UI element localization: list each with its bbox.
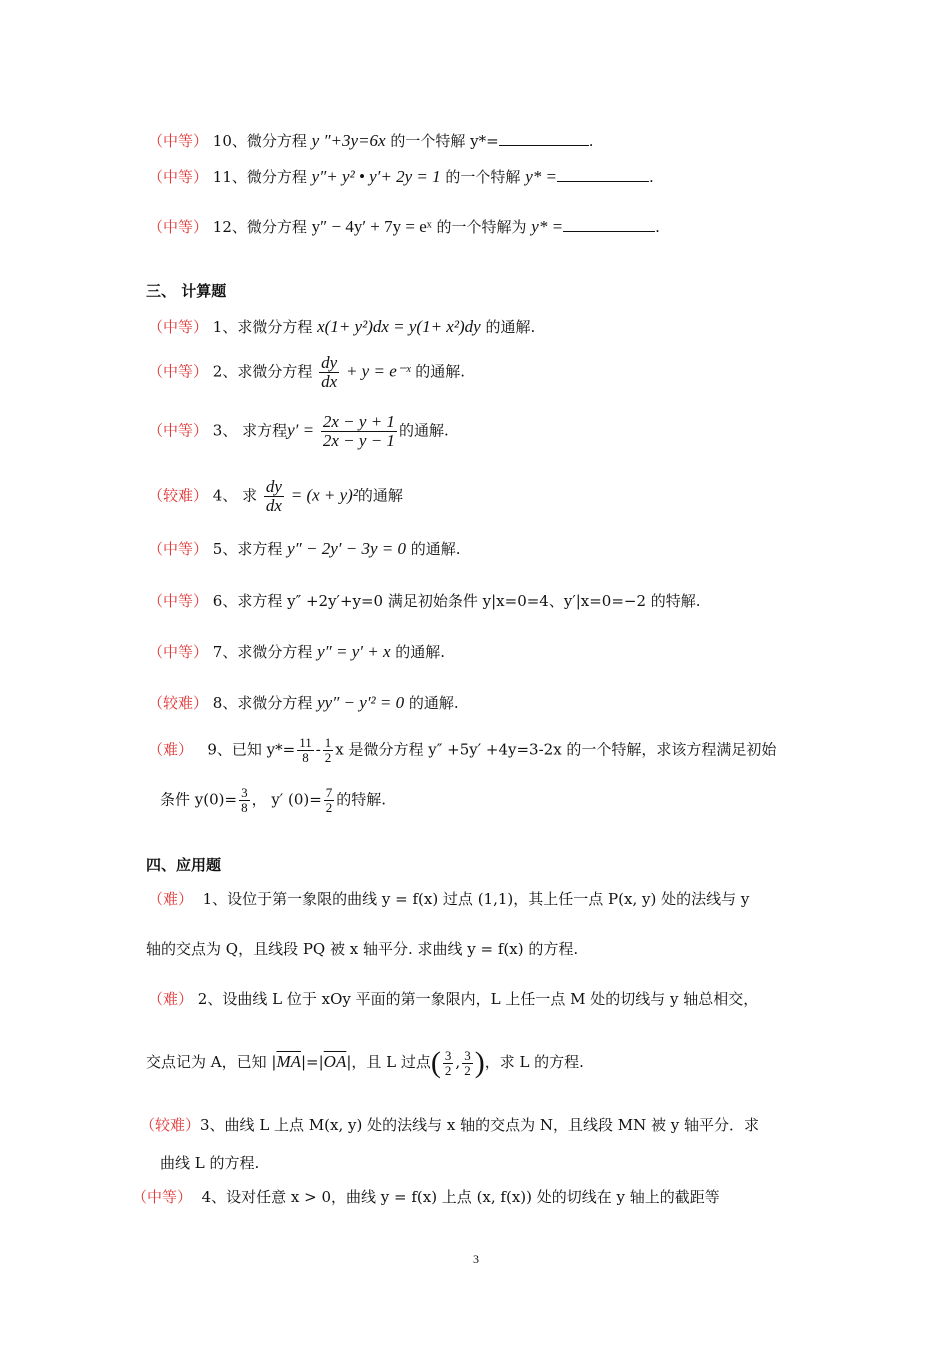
q-text: |，且 L 过点 xyxy=(346,1053,431,1071)
difficulty-tag: （难） xyxy=(148,990,194,1008)
calc-q3 xyxy=(148,413,449,450)
answer-blank[interactable] xyxy=(557,167,649,182)
q-suffix: 的通解. xyxy=(395,643,446,661)
q-suffix: 的通解. xyxy=(415,362,466,381)
calc-q4 xyxy=(148,478,403,515)
app-p3-line2: 曲线 L 的方程. xyxy=(160,1154,260,1172)
difficulty-tag: （中等） xyxy=(148,318,209,336)
q-text: ， y′ (0)= xyxy=(251,790,322,809)
fraction: $\frac{2x - y + 1}{2x - y - 1}$ xyxy=(322,412,395,450)
app-p2 xyxy=(148,988,758,1010)
q-text: 6、求方程 y″ +2y′+y=0 满足初始条件 y|x=0=4、y′|x=0=−2 的特解. xyxy=(212,592,701,610)
q-prefix: 1、求微分方程 xyxy=(212,318,313,336)
vector-oa: $\overline{OA}$ xyxy=(323,1052,347,1071)
q-prefix: 8、求微分方程 xyxy=(212,694,313,712)
q-text: 4、设对任意 x > 0，曲线 y = f(x) 上点 (x, f(x)) 处的切线在 y 轴上的截距等 xyxy=(201,1188,720,1206)
fraction: $\frac{1}{2}$ xyxy=(324,735,332,765)
difficulty-tag: （难） xyxy=(148,740,194,759)
equation: y″ = y′ + x xyxy=(317,642,391,661)
section-heading: 四、应用题 xyxy=(146,856,222,874)
app-p1 xyxy=(148,888,749,910)
q-text: 条件 y(0)= xyxy=(160,790,238,809)
calc-q5 xyxy=(148,538,461,560)
difficulty-tag: （中等） xyxy=(148,132,209,150)
equation: x(1+ y²)dx = y(1+ x²)dy xyxy=(317,317,481,336)
calc-q1 xyxy=(148,316,535,338)
fraction: $\frac{3}{2}$ xyxy=(444,1047,452,1078)
equation: = (x + y)² xyxy=(290,485,358,505)
calc-q8 xyxy=(148,692,459,714)
fraction: $\frac{dy}{dx}$ xyxy=(321,353,338,391)
section-heading: 三、 计算题 xyxy=(146,282,227,300)
difficulty-tag: （中等） xyxy=(148,540,209,558)
fraction: $\frac{3}{2}$ xyxy=(464,1047,471,1078)
q-text: x 是微分方程 y″ +5y′ +4y=3-2x 的一个特解，求该方程满足初始 xyxy=(335,740,777,759)
q-prefix: 4、 求 xyxy=(212,486,258,505)
difficulty-tag: （中等） xyxy=(148,362,209,381)
q-text: 2、设曲线 L 位于 xOy 平面的第一象限内，L 上任一点 M 处的切线与 y 轴总相交， xyxy=(197,990,759,1008)
equation: y″ − 4y′ + 7y = eˣ xyxy=(311,217,432,236)
q-text: 的一个特解 y*= xyxy=(390,132,499,150)
fraction: $\frac{3}{8}$ xyxy=(241,785,248,815)
difficulty-tag: （较难） xyxy=(140,1116,201,1134)
q-suffix: 的通解 xyxy=(357,486,403,505)
difficulty-tag: （较难） xyxy=(148,486,209,505)
abs-sign: |=| xyxy=(300,1053,324,1071)
equation: y″+ y² • y′+ 2y = 1 xyxy=(311,167,441,186)
q-text: 交点记为 A，已知 | xyxy=(146,1053,277,1071)
difficulty-tag: （中等） xyxy=(148,643,209,661)
equation: y ″+3y=6x xyxy=(311,131,386,150)
fill-q11: （中等） 11、微分方程 y″+ y² • y′+ 2y = 1 的一个特解 y* = . xyxy=(148,167,654,186)
difficulty-tag: （中等） xyxy=(148,168,209,186)
q-suffix: 的通解. xyxy=(485,318,536,336)
q-prefix: 5、求方程 xyxy=(212,540,283,558)
page-number: 3 xyxy=(473,1252,479,1266)
difficulty-tag: （中等） xyxy=(148,421,209,440)
equation-lhs: y′ = xyxy=(287,420,315,440)
fill-q12: （中等） 12、微分方程 y″ − 4y′ + 7y = eˣ 的一个特解为 y* = . xyxy=(148,217,660,236)
q-number: 11、微分方程 xyxy=(212,168,307,186)
q-number: 12、微分方程 xyxy=(212,218,307,236)
fraction: $\frac{dy}{dx}$ xyxy=(265,477,282,515)
fraction: $\frac{7}{2}$ xyxy=(325,785,333,815)
q-prefix: 3、 求方程 xyxy=(212,421,288,440)
q-text: 的一个特解为 xyxy=(436,218,527,236)
q-suffix: 的通解. xyxy=(398,421,449,440)
difficulty-tag: （较难） xyxy=(148,694,209,712)
q-text: ，求 L 的方程. xyxy=(484,1053,584,1071)
calc-q9-line2 xyxy=(160,786,386,815)
equation: y″ − 2y′ − 3y = 0 xyxy=(287,539,406,558)
calc-q9 xyxy=(148,736,776,765)
calc-q6 xyxy=(148,590,701,612)
difficulty-tag: （中等） xyxy=(148,218,209,236)
difficulty-tag: （难） xyxy=(148,890,194,908)
q-prefix: 7、求微分方程 xyxy=(212,643,313,661)
difficulty-tag: （中等） xyxy=(148,592,209,610)
q-text: 1、设位于第一象限的曲线 y = f(x) 过点 (1,1)，其上任一点 P(x, y) 处的法线与 y xyxy=(202,890,750,908)
app-p1-line2: 轴的交点为 Q，且线段 PQ 被 x 轴平分. 求曲线 y = f(x) 的方程. xyxy=(146,940,579,958)
equation: yy″ − y′² = 0 xyxy=(317,693,405,712)
app-p3 xyxy=(140,1114,759,1136)
difficulty-tag: （中等） xyxy=(132,1188,193,1206)
q-text: 的一个特解 xyxy=(445,168,521,186)
app-p2-line2: 交点记为 A，已知 $|\overline{MA}|=|\overline{OA}|$，且 L 过点( $\frac{3}{2}$ , $\frac{3}{2}$ )，求 L 的方程. xyxy=(146,1046,584,1079)
q-text: 3、曲线 L 上点 M(x, y) 处的法线与 x 轴的交点为 N，且线段 MN 被 y 轴平分．求 xyxy=(200,1116,760,1134)
fraction: $\frac{11}{8}$ xyxy=(299,735,312,765)
q-prefix: 2、求微分方程 xyxy=(212,362,313,381)
vector-ma: $\overline{MA}$ xyxy=(276,1052,301,1071)
app-p4 xyxy=(132,1186,720,1208)
q-suffix: 的通解. xyxy=(408,694,459,712)
fill-q10: （中等） 10、微分方程 y ″+3y=6x 的一个特解 y*= . xyxy=(148,131,594,150)
answer-label: y* = xyxy=(525,167,557,186)
calc-q2 xyxy=(148,354,465,391)
q-text: 的特解. xyxy=(336,790,387,809)
minus-sign: - xyxy=(315,740,321,759)
q-suffix: 的通解. xyxy=(410,540,461,558)
calc-q7 xyxy=(148,641,445,663)
answer-blank[interactable] xyxy=(563,217,655,232)
q-number: 10、微分方程 xyxy=(212,132,307,150)
equation: + y = e⁻ˣ xyxy=(345,361,411,381)
answer-label: y* = xyxy=(531,217,564,236)
q-prefix: 9、已知 y*= xyxy=(207,740,296,759)
answer-blank[interactable] xyxy=(499,131,589,146)
